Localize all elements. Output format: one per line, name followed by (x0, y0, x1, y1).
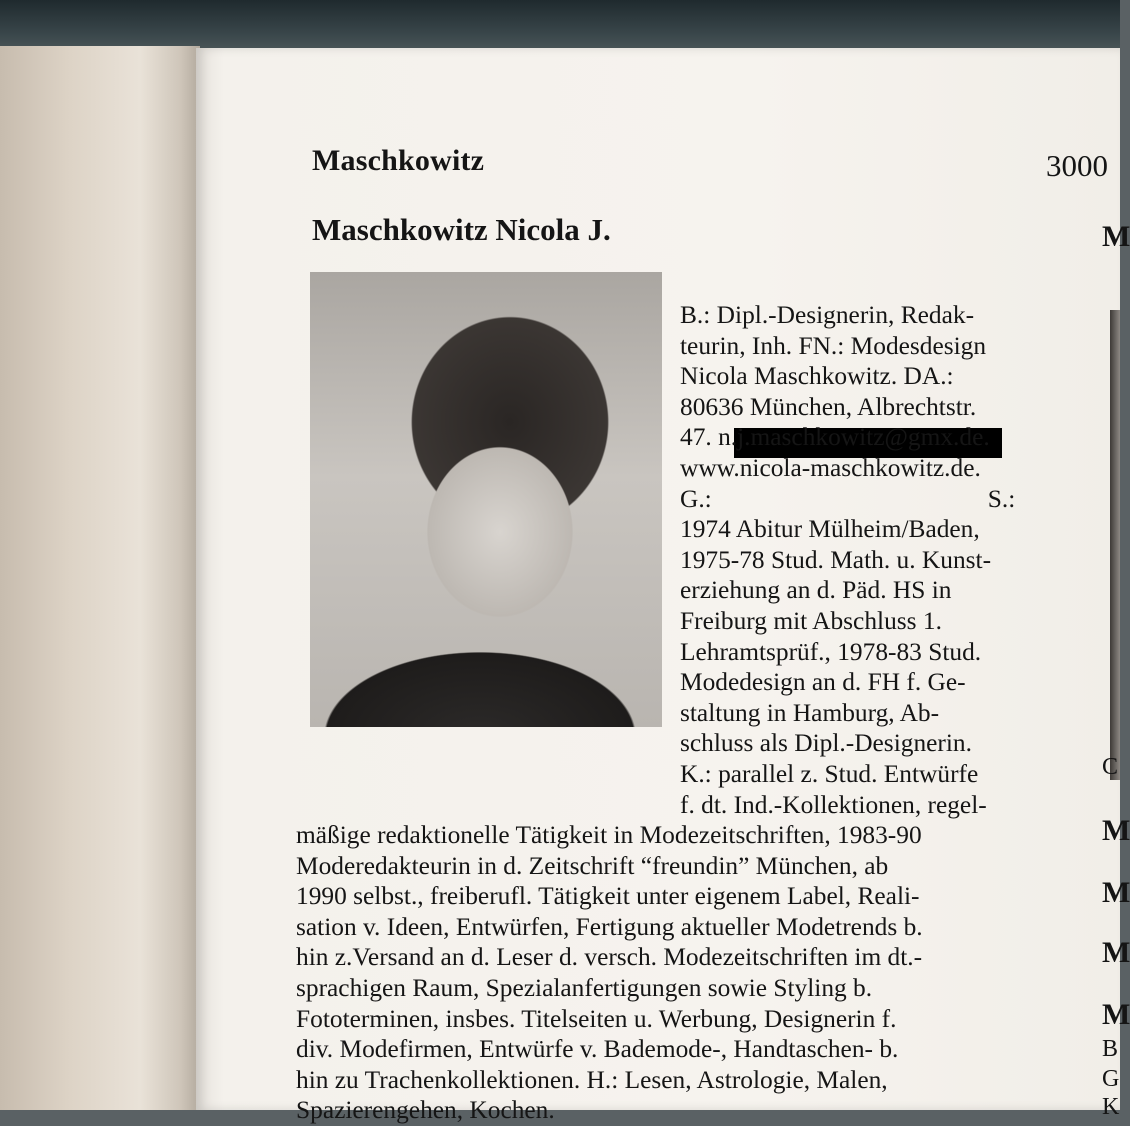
entry-line: staltung in Hamburg, Ab- (680, 698, 940, 727)
next-column-fragment: K (1102, 1094, 1120, 1120)
entry-line: div. Modefirmen, Entwürfe v. Bademode-, Handtaschen- b. (296, 1035, 899, 1064)
entry-line: hin zu Trachenkollektionen. H.: Lesen, Astrologie, Malen, (296, 1065, 888, 1094)
running-head: Maschkowitz (312, 144, 485, 177)
entry-line: 80636 München, Albrechtstr. (680, 392, 977, 421)
next-column-fragment: G (1102, 1066, 1120, 1092)
entry-line: 1974 Abitur Mülheim/Baden, (680, 515, 980, 544)
entry-line: Freiburg mit Abschluss 1. (680, 606, 942, 635)
entry-text (296, 300, 1052, 1126)
entry-line: B.: Dipl.-Designerin, Redak- (680, 301, 975, 329)
next-column-fragment: B (1102, 1036, 1119, 1062)
next-column-fragment: M (1102, 876, 1130, 909)
next-column-fragment: M (1102, 936, 1130, 969)
page-number: 3000 (1046, 148, 1108, 183)
entry-line: 1990 selbst., freiberufl. Tätigkeit unter eigenem Label, Reali- (296, 882, 920, 911)
entry-line: teurin, Inh. FN.: Modesdesign (680, 331, 987, 360)
entry-line: Modedesign an d. FH f. Ge- (680, 668, 966, 697)
entry-line: erziehung an d. Päd. HS in (680, 576, 952, 605)
entry-name: Maschkowitz Nicola J. (312, 212, 611, 247)
entry-line: schluss als Dipl.-Designerin. (680, 729, 972, 758)
entry-line: sprachigen Raum, Spezialanfertigungen sowie Styling b. (296, 974, 873, 1003)
entry-line: 1975-78 Stud. Math. u. Kunst- (680, 545, 992, 574)
next-column-fragment: M (1102, 998, 1130, 1031)
entry-line: Spazierengehen, Kochen. (296, 1096, 555, 1125)
entry-line: mäßige redaktionelle Tätigkeit in Modezeitschriften, 1983-90 (296, 821, 922, 850)
left-page-edges (0, 46, 200, 1110)
next-column-fragment: C (1102, 754, 1119, 780)
entry-line: Fototerminen, insbes. Titelseiten u. Werbung, Designerin f. (296, 1004, 897, 1033)
entry-line: f. dt. Ind.-Kollektionen, regel- (680, 790, 987, 819)
entry-line: 47. n.j.maschkowitz@gmx.de. (680, 423, 990, 452)
entry-line: hin z.Versand an d. Leser d. versch. Modezeitschriften im dt.- (296, 943, 923, 972)
next-column-fragment: M (1102, 814, 1130, 847)
entry-line: sation v. Ideen, Entwürfen, Fertigung aktueller Modetrends b. (296, 912, 923, 941)
next-column-photo-edge (1110, 310, 1120, 780)
entry-line: Lehramtsprüf., 1978-83 Stud. (680, 637, 982, 666)
entry-line: Moderedakteurin in d. Zeitschrift “freundin” München, ab (296, 851, 889, 880)
entry-line-prefix: G.: (680, 484, 712, 513)
entry-line-redacted (296, 484, 1052, 515)
entry-line: K.: parallel z. Stud. Entwürfe (680, 759, 979, 788)
book-page (196, 48, 1130, 1125)
entry-line: www.nicola-maschkowitz.de. (680, 453, 981, 482)
entry-line-suffix: S.: (987, 484, 1016, 513)
next-column-fragment: M (1102, 220, 1130, 253)
entry-line: Nicola Maschkowitz. DA.: (680, 362, 954, 391)
